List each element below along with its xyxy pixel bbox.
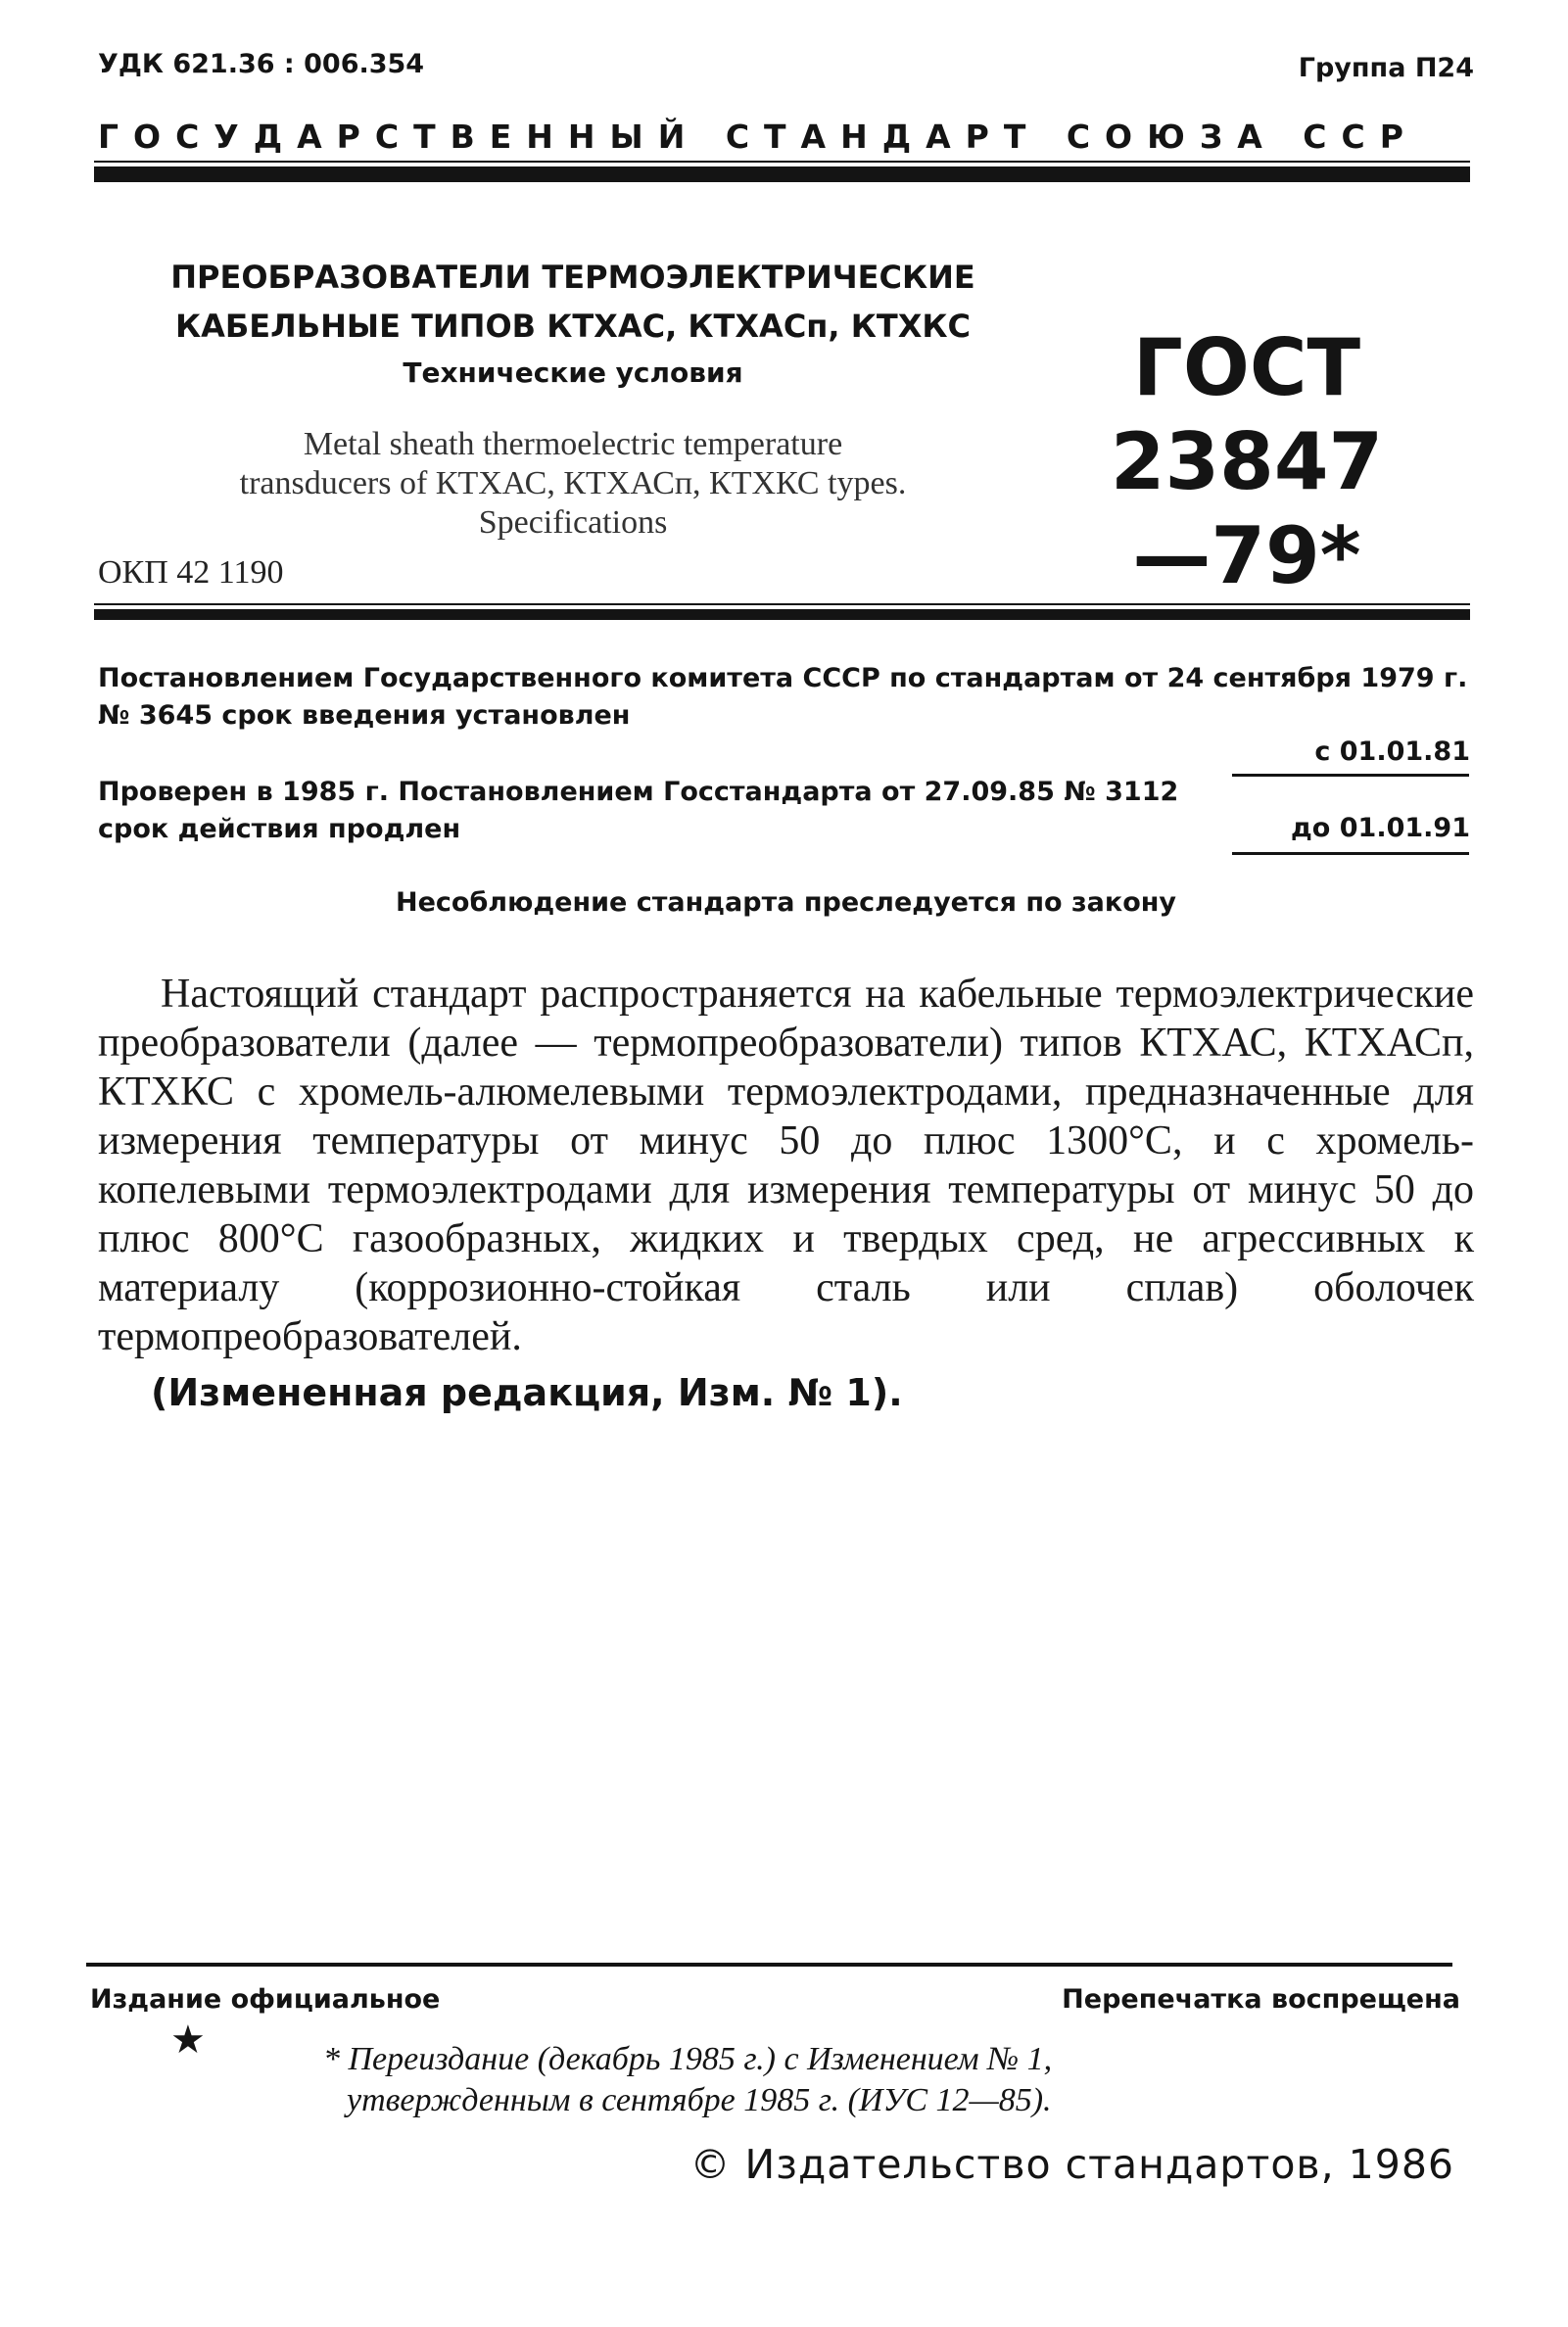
republication-note [323,2039,1322,2121]
english-title-line-1: Metal sheath thermoelectric temperature [303,426,843,462]
gost-number-block [1075,321,1418,603]
title-line-2: КАБЕЛЬНЫЕ ТИПОВ КТХАС, КТХАСп, КТХКС [174,308,971,345]
footer-rule [86,1963,1452,1967]
gost-number: 23847—79* [1110,416,1384,601]
english-title-line-3: Specifications [478,504,668,541]
republication-note-line-1: * Переиздание (декабрь 1985 г.) с Изменением № 1, [323,2041,1053,2077]
title-rule-thick [94,609,1470,620]
header-rule-thick [94,166,1470,182]
effective-date: с 01.01.81 [1314,736,1470,767]
state-standard-heading: ГОСУДАРСТВЕННЫЙ СТАНДАРТ СОЮЗА ССР [98,118,1418,156]
header-rule-thin [94,161,1470,163]
validity-date: до 01.01.91 [1291,813,1470,843]
udk-code: УДК 621.36 : 006.354 [98,49,425,79]
amendment-note: (Измененная редакция, Изм. № 1). [151,1371,903,1414]
group-code: Группа П24 [1298,53,1474,83]
revision-text: Проверен в 1985 г. Постановлением Госстандарта от 27.09.85 № 3112 срок действия продлен [98,777,1179,844]
document-title [137,253,1009,351]
effective-date-underline [1232,774,1469,777]
decree-text: Постановлением Государственного комитета СССР по стандартам от 24 сентября 1979 г. № 3645 срок введения установлен [98,663,1468,731]
reprint-prohibited-label: Перепечатка воспрещена [1062,1984,1460,2015]
title-line-1: ПРЕОБРАЗОВАТЕЛИ ТЕРМОЭЛЕКТРИЧЕСКИЕ [170,259,975,296]
republication-note-line-2: утвержденным в сентябре 1985 г. (ИУС 12—85). [347,2082,1052,2118]
document-subtitle: Технические условия [403,356,743,389]
title-rule-thin [94,603,1470,605]
english-title-line-2: transducers of КТХАС, КТХАСп, КТХКС types. [239,465,907,501]
gost-label: ГОСТ [1132,322,1361,413]
official-edition-label: Издание официальное [90,1984,441,2015]
legal-warning: Несоблюдение стандарта преследуется по закону [395,887,1177,918]
star-icon: ★ [170,2018,206,2062]
english-title [137,425,1009,543]
validity-date-underline [1232,852,1469,855]
copyright: © Издательство стандартов, 1986 [689,2141,1454,2188]
scope-paragraph: Настоящий стандарт распространяется на кабельные термоэлектрические преобразователи (далее — термопреобразователи) типов КТХАС, КТХАСп, КТХКС с хромель-алюмелевыми термоэлектродами, предназначенные для измерения температуры от минус 50 до плюс 1300°С, и с хромель-копелевыми термоэлектродами для измерения температуры от минус 50 до плюс 800°С газообразных, жидких и твердых сред, не агрессивных к материалу (коррозионно-стойкая сталь или сплав) оболочек термопреобразователей. [98,972,1474,1359]
okp-code: ОКП 42 1190 [98,554,284,591]
